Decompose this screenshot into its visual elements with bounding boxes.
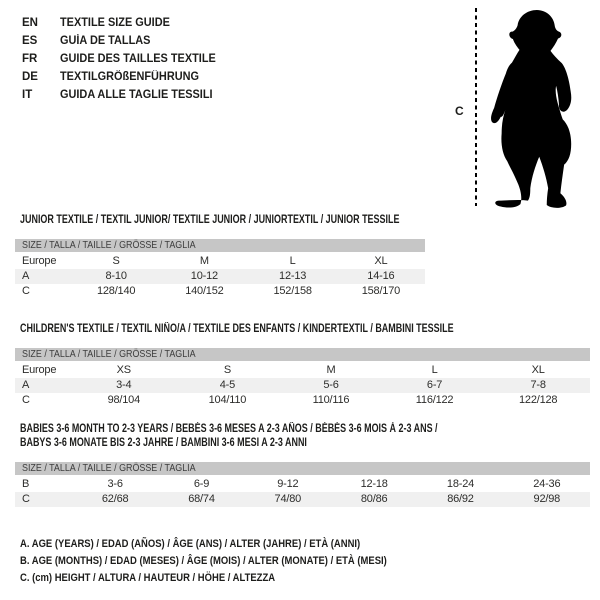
- table-cell: 152/158: [273, 285, 312, 297]
- table-title: [20, 213, 506, 227]
- table-cell: 7-8: [530, 379, 546, 391]
- table-header-text: SIZE / TALLA / TAILLE / GRÖSSE / TAGLIA: [22, 348, 196, 360]
- table-cell: 98/104: [107, 394, 141, 406]
- table-cell: L: [431, 364, 438, 376]
- table-cell: XS: [116, 364, 131, 376]
- table-header-bar: [15, 348, 590, 361]
- table-title: [20, 422, 590, 436]
- legend-text: C. (cm) HEIGHT / ALTURA / HAUTEUR / HÖHE / ALTEZZA: [20, 572, 276, 584]
- legend-line: [20, 536, 447, 553]
- table-row: [15, 492, 590, 507]
- table-cell: 74/80: [274, 493, 302, 505]
- table-cell: 104/110: [208, 394, 247, 406]
- language-row: [22, 50, 224, 68]
- language-code: IT: [22, 89, 33, 101]
- table-row: [15, 393, 590, 408]
- language-label: GUIDE DES TAILLES TEXTILE: [60, 53, 216, 65]
- table-title-text: JUNIOR TEXTILE / TEXTIL JUNIOR/ TEXTILE JUNIOR / JUNIORTEXTIL / JUNIOR TESSILE: [20, 214, 400, 226]
- table-cell: 158/170: [361, 285, 401, 297]
- row-label: C: [22, 285, 30, 297]
- table-cell: 24-36: [533, 478, 561, 490]
- language-label: TEXTILGRÖßENFÜHRUNG: [60, 71, 199, 83]
- table-cell: 3-6: [107, 478, 123, 490]
- row-label: A: [22, 270, 30, 282]
- table-cell: 6-9: [193, 478, 210, 490]
- legend-text: A. AGE (YEARS) / EDAD (AÑOS) / ÂGE (ANS) / ALTER (JAHRE) / ETÀ (ANNI): [20, 538, 361, 550]
- table-cell: 122/128: [518, 394, 558, 406]
- table-cell: 68/74: [188, 493, 215, 505]
- language-label: GUÍA DE TALLAS: [60, 35, 151, 47]
- table-title: [20, 436, 590, 450]
- table-row: [15, 284, 425, 299]
- table-cell: 4-5: [219, 379, 236, 391]
- language-code: ES: [22, 35, 38, 47]
- language-row: [22, 86, 224, 104]
- table-header-bar: [15, 239, 425, 252]
- table-cell: 86/92: [447, 493, 474, 505]
- language-label: GUIDA ALLE TAGLIE TESSILI: [60, 89, 213, 101]
- table-cell: 18-24: [446, 478, 475, 490]
- language-row: [22, 14, 224, 32]
- table-cell: 14-16: [367, 270, 395, 282]
- language-row: [22, 68, 224, 86]
- row-label: C: [22, 394, 30, 406]
- language-list: [22, 14, 224, 104]
- table-header-text: SIZE / TALLA / TAILLE / GRÖSSE / TAGLIA: [22, 239, 196, 251]
- size-table: [15, 462, 590, 507]
- table-cell: 6-7: [426, 379, 443, 391]
- size-table-section: [15, 322, 590, 408]
- height-measure-line: [475, 8, 477, 206]
- table-row: [15, 363, 590, 378]
- legend: [20, 536, 447, 587]
- table-cell: 8-10: [105, 270, 127, 282]
- height-measure-label: C: [455, 104, 464, 118]
- table-cell: 9-12: [277, 478, 299, 490]
- table-cell: 116/122: [415, 394, 454, 406]
- language-label: TEXTILE SIZE GUIDE: [60, 17, 170, 29]
- table-header-text: SIZE / TALLA / TAILLE / GRÖSSE / TAGLIA: [22, 462, 196, 474]
- table-row: [15, 269, 425, 284]
- table-title-text: BABYS 3-6 MONATE BIS 2-3 JAHRE / BAMBINI 3-6 MESI A 2-3 ANNI: [20, 437, 307, 449]
- legend-line: [20, 570, 447, 587]
- size-table: [15, 348, 590, 408]
- table-title: [20, 322, 590, 336]
- table-cell: M: [199, 255, 209, 267]
- table-cell: L: [289, 255, 296, 267]
- toddler-silhouette-icon: [488, 7, 582, 209]
- row-label: Europe: [22, 364, 57, 376]
- size-table: [15, 239, 425, 299]
- table-cell: 62/68: [101, 493, 129, 505]
- table-cell: 10-12: [190, 270, 218, 282]
- table-row: [15, 378, 590, 393]
- legend-text: B. AGE (MONTHS) / EDAD (MESES) / ÂGE (MOIS) / ALTER (MONATE) / ETÀ (MESI): [20, 555, 387, 567]
- table-title-text: BABIES 3-6 MONTH TO 2-3 YEARS / BEBÉS 3-6 MESES A 2-3 AÑOS / BÉBÉS 3-6 MOIS À 2-3 ANS /: [20, 423, 438, 435]
- language-code: EN: [22, 17, 38, 29]
- table-row: [15, 477, 590, 492]
- table-cell: S: [223, 364, 231, 376]
- table-cell: M: [326, 364, 336, 376]
- row-label: B: [22, 478, 30, 490]
- table-title-text: CHILDREN'S TEXTILE / TEXTIL NIÑO/A / TEXTILE DES ENFANTS / KINDERTEXTIL / BAMBINI TESSILE: [20, 323, 454, 335]
- language-code: FR: [22, 53, 38, 65]
- table-cell: 12-18: [360, 478, 388, 490]
- table-cell: 3-4: [116, 379, 132, 391]
- table-header-bar: [15, 462, 590, 475]
- table-cell: 80/86: [360, 493, 388, 505]
- language-code: DE: [22, 71, 38, 83]
- table-cell: 5-6: [323, 379, 339, 391]
- table-cell: 140/152: [185, 285, 224, 297]
- row-label: Europe: [22, 255, 57, 267]
- language-row: [22, 32, 224, 50]
- table-cell: 128/140: [96, 285, 136, 297]
- table-cell: XL: [531, 364, 545, 376]
- row-label: A: [22, 379, 30, 391]
- table-cell: 92/98: [533, 493, 561, 505]
- table-cell: 12-13: [279, 270, 307, 282]
- table-row: [15, 254, 425, 269]
- size-table-section: [15, 213, 506, 299]
- table-cell: S: [112, 255, 120, 267]
- table-cell: XL: [374, 255, 388, 267]
- legend-line: [20, 553, 447, 570]
- row-label: C: [22, 493, 30, 505]
- size-table-section: [15, 422, 590, 507]
- table-cell: 110/116: [312, 394, 350, 406]
